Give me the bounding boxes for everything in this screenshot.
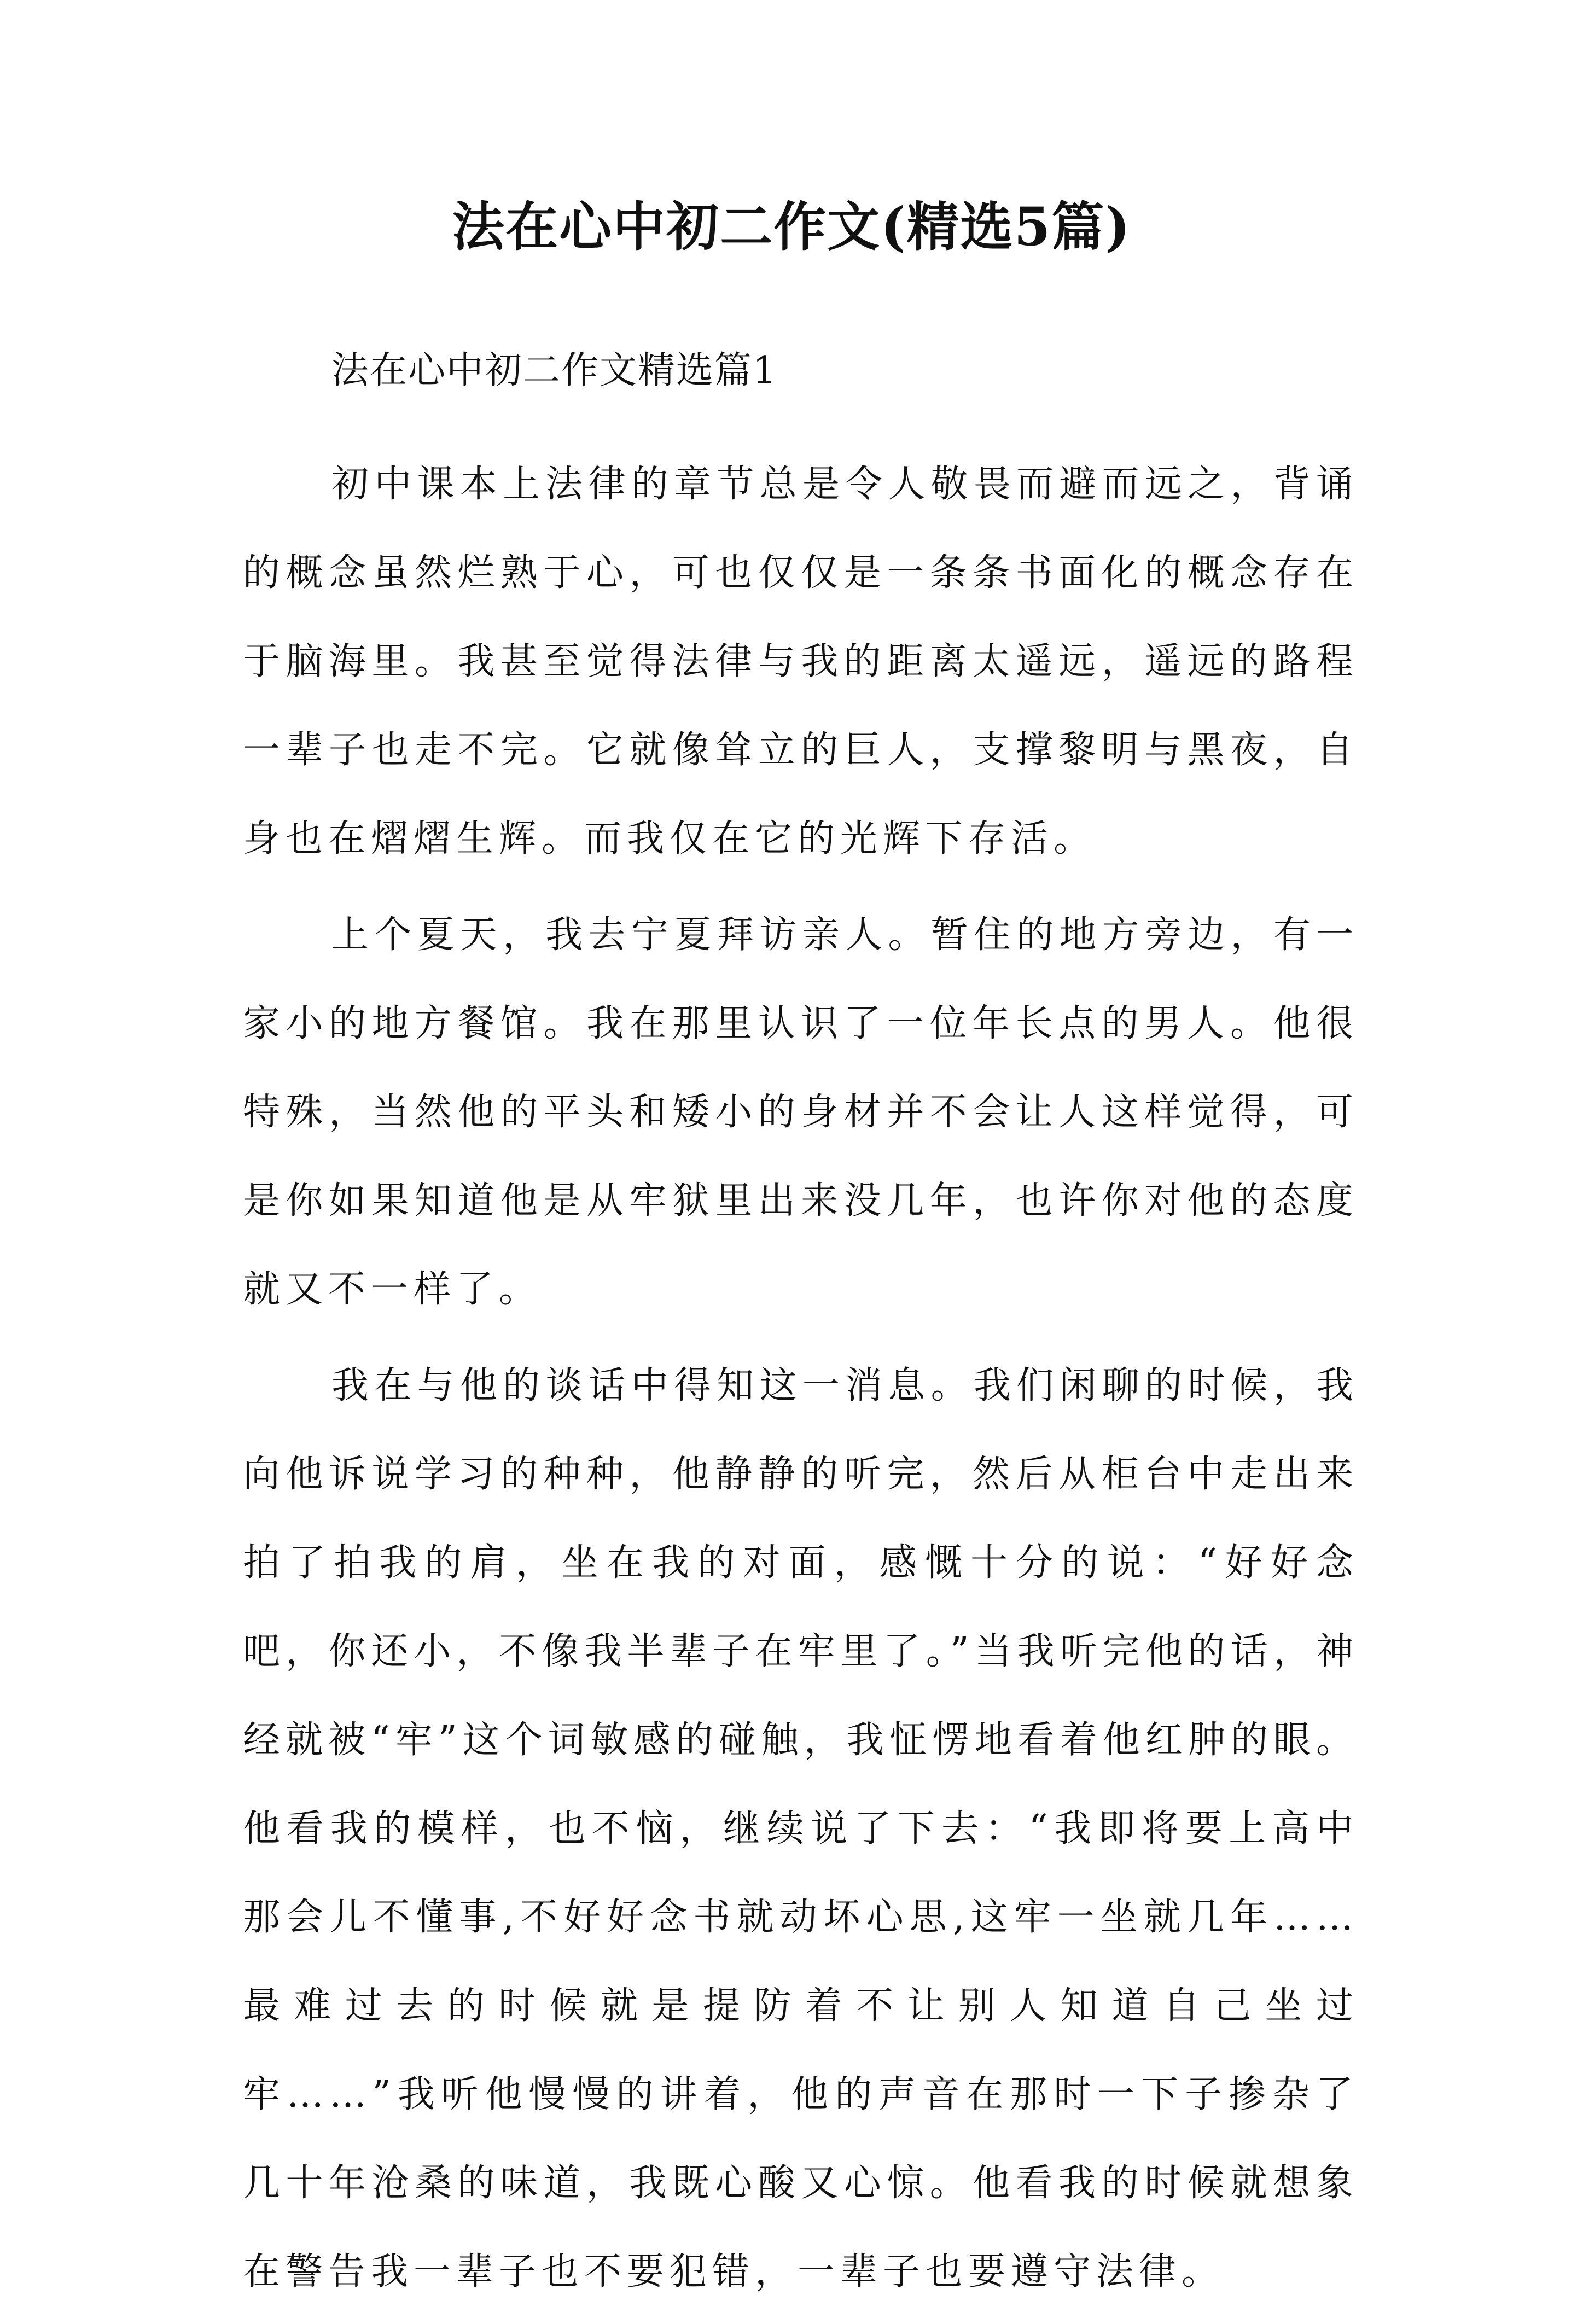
paragraph-2: 上个夏天，我去宁夏拜访亲人。暂住的地方旁边，有一家小的地方餐馆。我在那里认识了一位年长点的男人。他很特殊，当然他的平头和矮小的身材并不会让人这样觉得，可是你如果知道他是从牢狱里出来没几年，也许你对他的态度就又不一样了。 (243, 913, 1359, 1311)
document-title: 法在心中初二作文(精选5篇) (452, 196, 1131, 258)
article-body (243, 440, 1359, 2324)
section-heading: 法在心中初二作文精选篇1 (331, 349, 778, 392)
paragraph-1: 初中课本上法律的章节总是令人敬畏而避而远之，背诵的概念虽然烂熟于心，可也仅仅是一条条书面化的概念存在于脑海里。我甚至觉得法律与我的距离太遥远，遥远的路程一辈子也走不完。它就像耸立的巨人，支撑黎明与黑夜，自身也在熠熠生辉。而我仅在它的光辉下存活。 (243, 463, 1359, 860)
paragraph-3: 我在与他的谈话中得知这一消息。我们闲聊的时候，我向他诉说学习的种种，他静静的听完，然后从柜台中走出来拍了拍我的肩，坐在我的对面，感慨十分的说：“好好念吧，你还小，不像我半辈子在牢里了。”当我听完他的话，神经就被“牢”这个词敏感的碰触，我怔愣地看着他红肿的眼。他看我的模样，也不恼，继续说了下去：“我即将要上高中那会儿不懂事,不好好念书就动坏心思,这牢一坐就几年……最难过去的时候就是提防着不让别人知道自己坐过牢……”我听他慢慢的讲着，他的声音在那时一下子掺杂了几十年沧桑的味道，我既心酸又心惊。他看我的时候就想象在警告我一辈子也不要犯错，一辈子也要遵守法律。 (243, 1364, 1359, 2293)
